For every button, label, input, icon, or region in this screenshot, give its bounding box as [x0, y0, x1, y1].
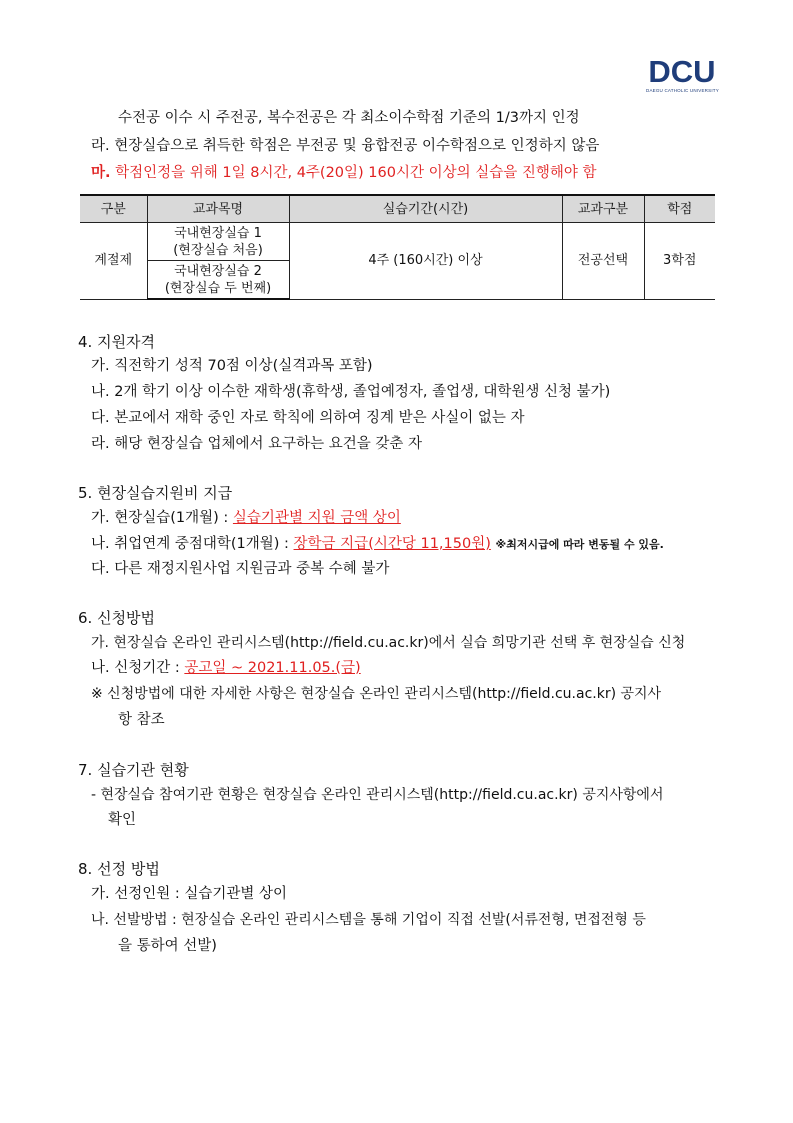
- s4-item-4: 라. 해당 현장실습 업체에서 요구하는 요건을 갖춘 자: [91, 436, 423, 452]
- section-7-title: 7. 실습기관 현황: [78, 761, 189, 779]
- s6-b-value: 공고일 ~ 2021.11.05.(금): [184, 660, 361, 676]
- s5-a-value: 실습기관별 지원 금액 상이: [232, 510, 401, 526]
- s4-item-3: 다. 본교에서 재학 중인 자로 학칙에 의하여 징계 받은 사실이 없는 자: [91, 410, 525, 426]
- s5-item-b: [91, 534, 664, 555]
- intro-item-ma: [91, 163, 597, 183]
- course-2-name: 국내현장실습 2: [174, 263, 262, 279]
- s8-item-a: 가. 선정인원 : 실습기관별 상이: [91, 886, 288, 902]
- logo-subtitle: DAEGU CATHOLIC UNIVERSITY: [646, 88, 719, 93]
- section-8-title: 8. 선정 방법: [78, 860, 160, 878]
- course-1-name: 국내현장실습 1: [174, 225, 262, 241]
- header-type: 교과구분: [562, 195, 644, 223]
- ma-text: 학점인정을 위해 1일 8시간, 4주(20일) 160시간 이상의 실습을 진행해야 함: [115, 165, 597, 181]
- table-row: [80, 223, 715, 261]
- s6-item-b: [91, 658, 361, 678]
- cell-type: 전공선택: [562, 223, 644, 300]
- s4-item-1: 가. 직전학기 성적 70점 이상(실격과목 포함): [91, 358, 373, 374]
- s4-item-2: 나. 2개 학기 이상 이수한 재학생(휴학생, 졸업예정자, 졸업생, 대학원생 신청 불가): [91, 384, 611, 400]
- table-header-row: [80, 195, 715, 223]
- course-1-note: (현장실습 처음): [173, 242, 263, 258]
- s8-item-b-line-2: 을 통하여 선발): [118, 938, 217, 954]
- section-4-title: 4. 지원자격: [78, 333, 156, 351]
- intro-item-ra: [91, 136, 599, 156]
- header-credit: 학점: [644, 195, 715, 223]
- course-table: [80, 194, 715, 300]
- section-5-title: 5. 현장실습지원비 지급: [78, 484, 233, 502]
- s6-item-a: 가. 현장실습 온라인 관리시스템(http://field.cu.ac.kr)에서 실습 희망기관 선택 후 현장실습 신청: [91, 635, 686, 651]
- dcu-logo: [646, 54, 719, 93]
- ma-label: 마.: [91, 165, 111, 181]
- s5-item-a: [91, 508, 401, 528]
- course-2-note: (현장실습 두 번째): [164, 280, 272, 296]
- s8-item-b-line-1: 나. 선발방법 : 현장실습 온라인 관리시스템을 통해 기업이 직접 선발(서류전형, 면접전형 등: [91, 912, 646, 928]
- intro-line-1: 수전공 이수 시 주전공, 복수전공은 각 최소이수학점 기준의 1/3까지 인정: [118, 110, 580, 126]
- s5-b-value: 장학금 지급(시간당 11,150원): [293, 536, 491, 552]
- header-category: 구분: [80, 195, 147, 223]
- cell-credit: 3학점: [644, 223, 715, 300]
- s5-item-c: 다. 다른 재정지원사업 지원금과 중복 수혜 불가: [91, 561, 390, 577]
- s6-note-line-1: ※ 신청방법에 대한 자세한 사항은 현장실습 온라인 관리시스템(http://field.cu.ac.kr) 공지사: [91, 686, 662, 702]
- cell-category: 계절제: [80, 223, 147, 300]
- s5-b-label: 나. 취업연계 중점대학(1개월) :: [91, 536, 294, 552]
- ra-label: 라.: [91, 138, 110, 154]
- cell-course-1: [147, 223, 289, 261]
- s7-line-1: - 현장실습 참여기관 현황은 현장실습 온라인 관리시스템(http://field.cu.ac.kr) 공지사항에서: [91, 787, 664, 803]
- s6-note-line-2: 항 참조: [118, 712, 165, 728]
- section-6-title: 6. 신청방법: [78, 609, 156, 627]
- header-period: 실습기간(시간): [289, 195, 562, 223]
- logo-text: DCU: [648, 54, 716, 89]
- cell-course-2: [147, 261, 289, 300]
- s5-a-label: 가. 현장실습(1개월) :: [91, 510, 233, 526]
- s6-b-label: 나. 신청기간 :: [91, 660, 185, 676]
- cell-period: 4주 (160시간) 이상: [289, 223, 562, 300]
- s7-line-2: 확인: [108, 812, 137, 828]
- ra-text: 현장실습으로 취득한 학점은 부전공 및 융합전공 이수학점으로 인정하지 않음: [114, 138, 600, 154]
- header-course-name: 교과목명: [147, 195, 289, 223]
- s5-b-note: ※최저시급에 따라 변동될 수 있음.: [495, 538, 664, 551]
